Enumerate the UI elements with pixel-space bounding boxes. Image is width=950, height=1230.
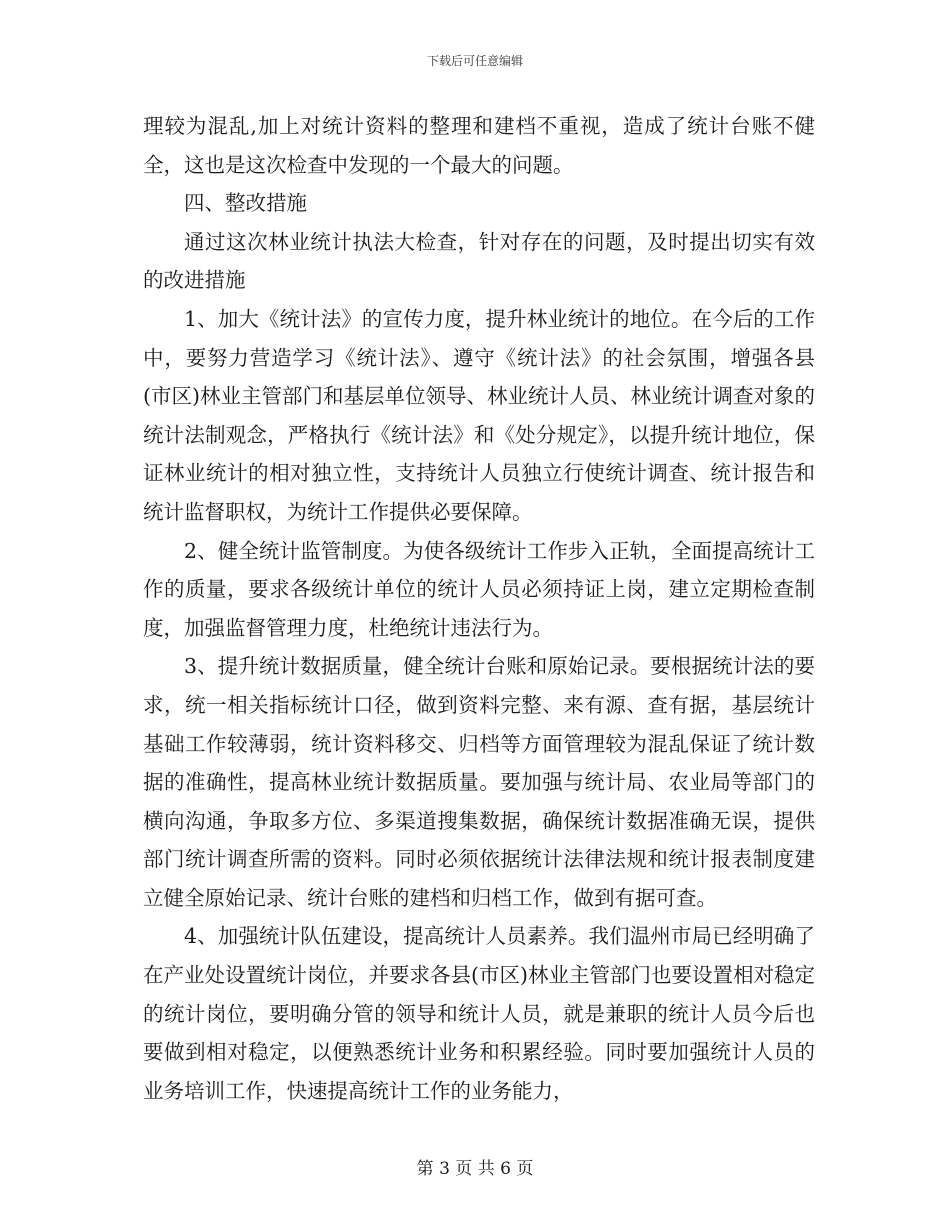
paragraph: 4、加强统计队伍建设，提高统计人员素养。我们温州市局已经明确了在产业处设置统计岗位，并要求各县(市区)林业主管部门也要设置相对稳定的统计岗位，要明确分管的领导和统计人员，就是兼职的统计人员今后也要做到相对稳定，以便熟悉统计业务和积累经验。同时要加强统计人员的业务培训工作，快速提高统计工作的业务能力，	[143, 924, 815, 1103]
paragraph: 通过这次林业统计执法大检查，针对存在的问题，及时提出切实有效的改进措施	[143, 229, 815, 293]
paragraph-continued: 理较为混乱,加上对统计资料的整理和建档不重视，造成了统计台账不健全，这也是这次检查中发现的一个最大的问题。	[143, 114, 815, 177]
paragraph: 2、健全统计监管制度。为使各级统计工作步入正轨，全面提高统计工作的质量，要求各级统计单位的统计人员必须持证上岗，建立定期检查制度，加强监督管理力度，杜绝统计违法行为。	[143, 538, 815, 640]
paragraph: 3、提升统计数据质量，健全统计台账和原始记录。要根据统计法的要求，统一相关指标统计口径，做到资料完整、来有源、查有据，基层统计基础工作较薄弱，统计资料移交、归档等方面管理较为混乱保证了统计数据的准确性，提高林业统计数据质量。要加强与统计局、农业局等部门的横向沟通，争取多方位、多渠道搜集数据，确保统计数据准确无误，提供部门统计调查所需的资料。同时必须依据统计法律法规和统计报表制度建立健全原始记录、统计台账的建档和归档工作，做到有据可查。	[143, 654, 815, 910]
page-header: 下载后可任意编辑	[426, 54, 523, 68]
section-heading: 四、整改措施	[184, 191, 307, 216]
document-body	[143, 107, 815, 1110]
page-number: 第 3 页 共 6 页	[416, 1159, 534, 1179]
paragraph: 1、加大《统计法》的宣传力度，提升林业统计的地位。在今后的工作中，要努力营造学习《统计法》、遵守《统计法》的社会氛围，增强各县(市区)林业主管部门和基层单位领导、林业统计人员、林业统计调查对象的统计法制观念，严格执行《统计法》和《处分规定》，以提升统计地位，保证林业统计的相对独立性，支持统计人员独立行使统计调查、统计报告和统计监督职权，为统计工作提供必要保障。	[143, 306, 815, 524]
